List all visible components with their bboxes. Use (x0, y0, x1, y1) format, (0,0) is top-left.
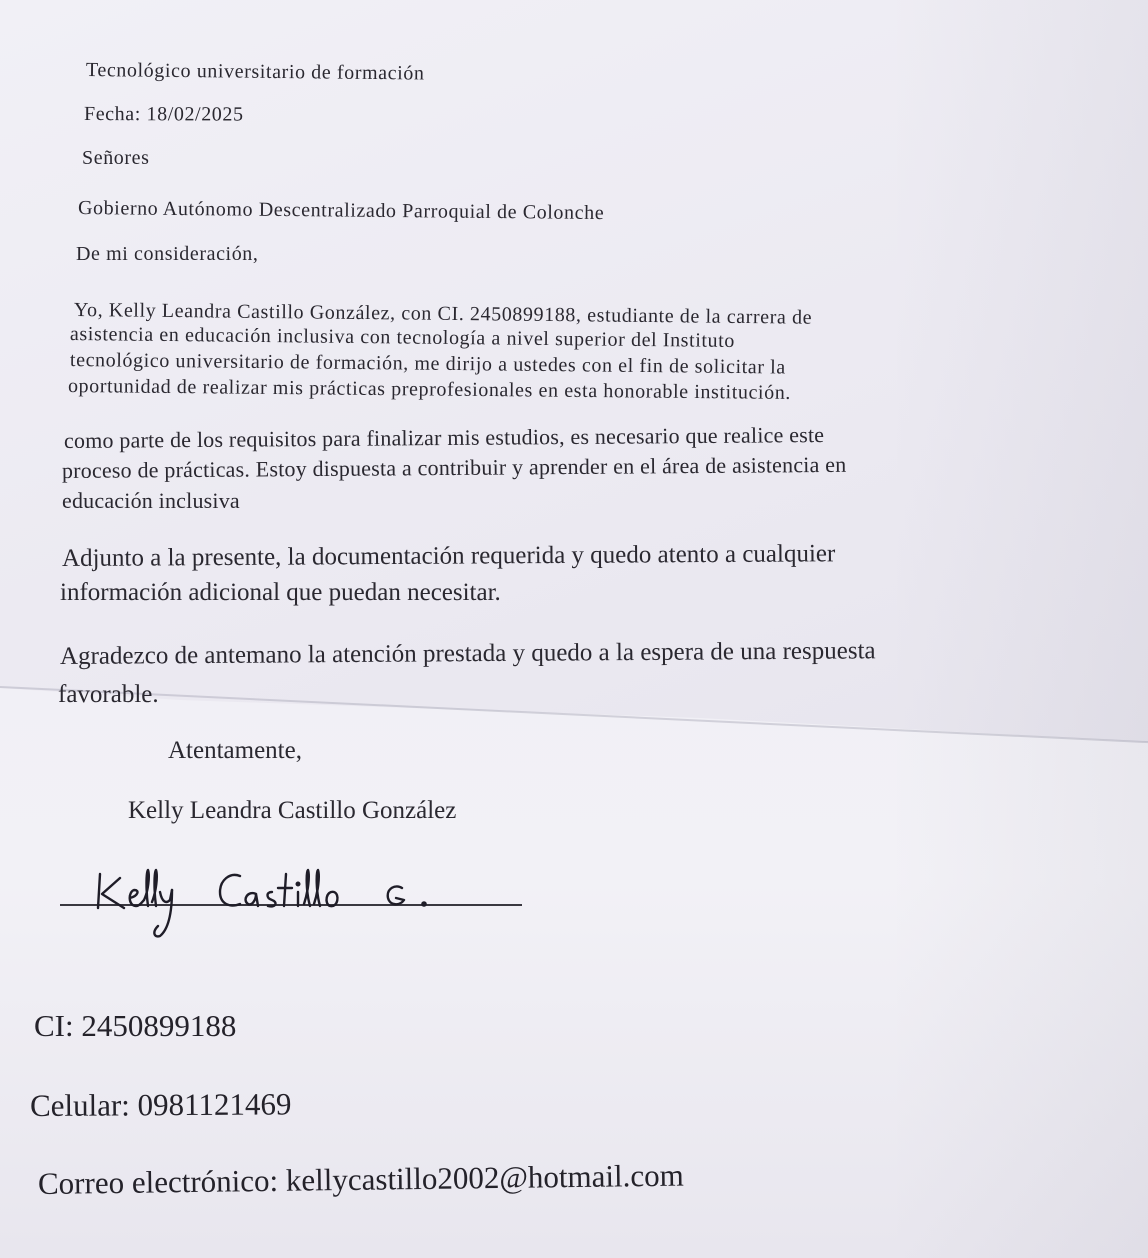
paragraph2-line3: educación inclusiva (62, 488, 240, 513)
paragraph2-line1: como parte de los requisitos para finalizar mis estudios, es necesario que realice este (63, 422, 825, 453)
paragraph1-line2: asistencia en educación inclusiva con tecnología a nivel superior del Instituto (69, 323, 736, 352)
closing: Atentamente, (168, 737, 302, 764)
signer-name: Kelly Leandra Castillo González (128, 797, 457, 824)
recipient: Gobierno Autónomo Descentralizado Parroquial de Colonche (77, 197, 605, 225)
institution-name: Tecnológico universitario de formación (85, 59, 425, 85)
phone-number: Celular: 0981121469 (29, 1086, 292, 1123)
id-number: CI: 2450899188 (34, 1008, 237, 1043)
salutation: Señores (82, 147, 150, 169)
paragraph4-line2: favorable. (58, 681, 159, 708)
paragraph1-line4: oportunidad de realizar mis prácticas preprofesionales en esta honorable institución. (67, 375, 792, 404)
paragraph1-line1: Yo, Kelly Leandra Castillo González, con CI. 2450899188, estudiante de la carrera de (73, 299, 813, 329)
paragraph4-line1: Agradezco de antemano la atención prestada y quedo a la espera de una respuesta (59, 637, 876, 670)
paragraph1-line3: tecnológico universitario de formación, me dirijo a ustedes con el fin de solicitar la (69, 349, 786, 379)
email-address: Correo electrónico: kellycastillo2002@hotmail.com (37, 1157, 684, 1201)
paragraph2-line2: proceso de prácticas. Estoy dispuesta a contribuir y aprender en el área de asistencia en (61, 451, 847, 483)
handwritten-signature (90, 862, 520, 942)
signature (60, 862, 530, 942)
paragraph3-line2: información adicional que puedan necesitar. (60, 579, 501, 606)
paragraph3-line1: Adjunto a la presente, la documentación requerida y quedo atento a cualquier (61, 540, 836, 572)
greeting: De mi consideración, (76, 243, 259, 265)
letter-date: Fecha: 18/02/2025 (83, 103, 244, 126)
